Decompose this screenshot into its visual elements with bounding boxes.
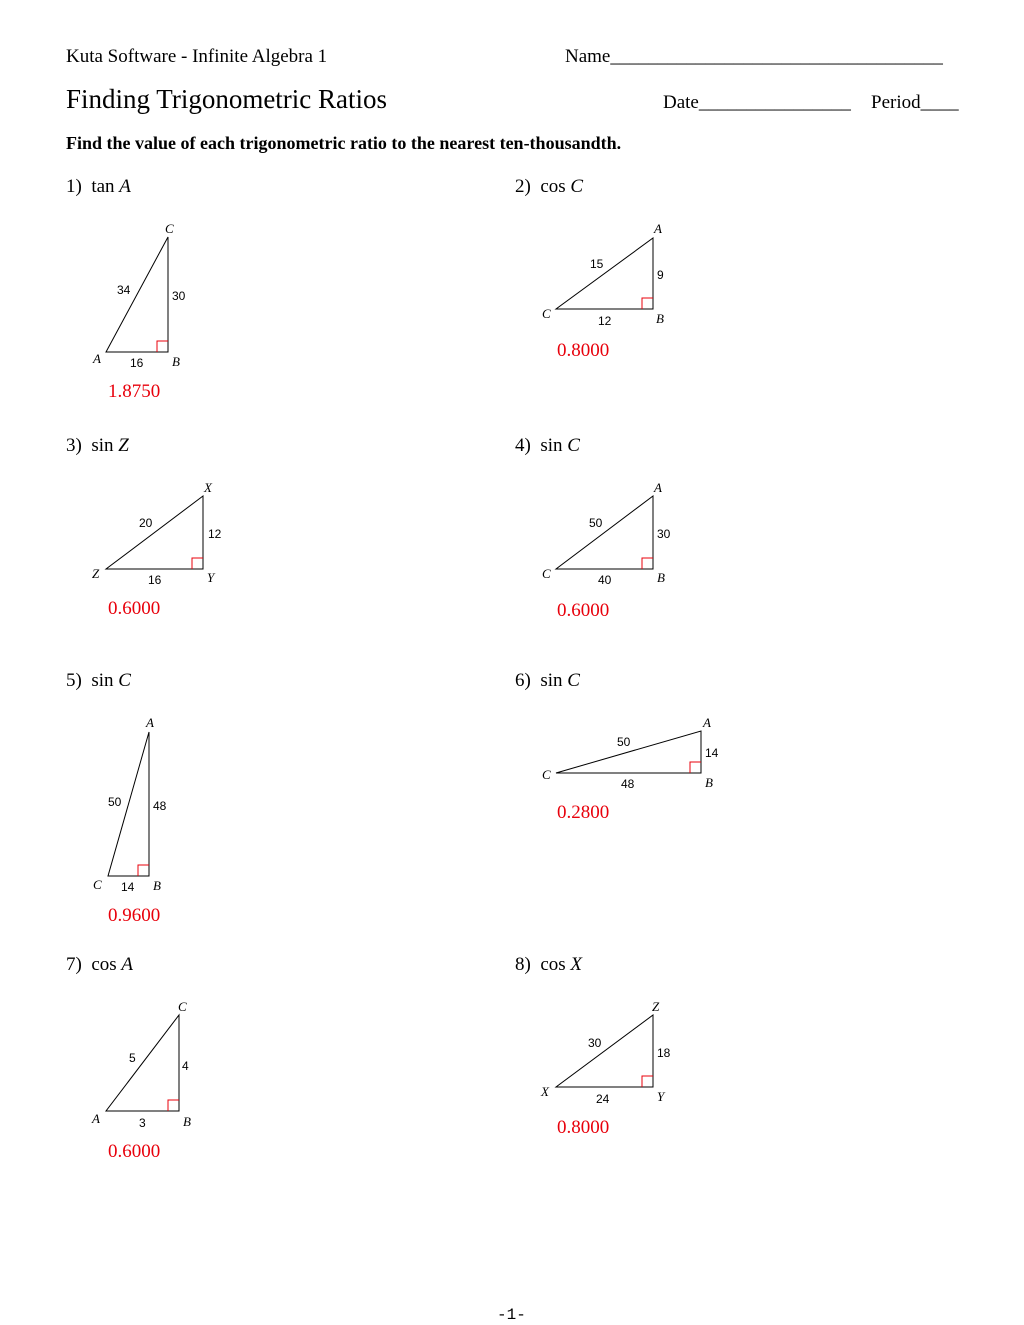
vertex-label: B xyxy=(172,354,180,369)
right-angle-marker xyxy=(138,865,149,876)
vertex-label: B xyxy=(183,1114,191,1129)
side-length-label: 5 xyxy=(129,1051,136,1065)
vertex-label: X xyxy=(204,480,212,495)
worksheet-title: Finding Trigonometric Ratios xyxy=(66,84,388,114)
side-length-label: 48 xyxy=(621,777,635,791)
answer-value: 1.8750 xyxy=(108,381,161,402)
vertex-label: B xyxy=(657,570,665,585)
page-number: -1- xyxy=(497,1306,526,1324)
side-length-label: 30 xyxy=(588,1036,602,1050)
triangle xyxy=(556,1015,653,1087)
instructions: Find the value of each trigonometric ratio to the nearest ten-thousandth. xyxy=(66,133,622,153)
answer-value: 0.6000 xyxy=(108,1141,161,1162)
vertex-label: B xyxy=(705,775,713,790)
answer-value: 0.2800 xyxy=(557,802,610,823)
answer-value: 0.8000 xyxy=(557,340,610,361)
problem-label: 5) sin C xyxy=(66,670,131,691)
vertex-label: A xyxy=(703,715,711,730)
vertex-label: A xyxy=(654,221,662,236)
side-length-label: 24 xyxy=(596,1092,610,1106)
side-length-label: 14 xyxy=(705,746,719,760)
right-angle-marker xyxy=(642,558,653,569)
triangle xyxy=(106,496,203,569)
side-length-label: 14 xyxy=(121,880,135,894)
side-length-label: 18 xyxy=(657,1046,671,1060)
problem-label: 6) sin C xyxy=(515,670,580,691)
problem-label: 1) tan A xyxy=(66,176,131,197)
side-length-label: 3 xyxy=(139,1116,146,1130)
side-length-label: 48 xyxy=(153,799,167,813)
vertex-label: Y xyxy=(207,570,215,585)
problem-label: 3) sin Z xyxy=(66,435,129,456)
right-angle-marker xyxy=(192,558,203,569)
right-angle-marker xyxy=(157,341,168,352)
vertex-label: C xyxy=(542,566,551,581)
vertex-label: C xyxy=(93,877,102,892)
side-length-label: 12 xyxy=(208,527,222,541)
side-length-label: 9 xyxy=(657,268,664,282)
problem-label: 7) cos A xyxy=(66,954,134,975)
vertex-label: A xyxy=(146,715,154,730)
vertex-label: Z xyxy=(652,999,660,1014)
side-length-label: 4 xyxy=(182,1059,189,1073)
answer-value: 0.8000 xyxy=(557,1117,610,1138)
side-length-label: 40 xyxy=(598,573,612,587)
vertex-label: A xyxy=(93,351,101,366)
vertex-label: A xyxy=(92,1111,100,1126)
vertex-label: C xyxy=(165,221,174,236)
vertex-label: C xyxy=(542,767,551,782)
vertex-label: A xyxy=(654,480,662,495)
software-header: Kuta Software - Infinite Algebra 1 xyxy=(66,46,328,67)
side-length-label: 12 xyxy=(598,314,612,328)
side-length-label: 16 xyxy=(148,573,162,587)
side-length-label: 20 xyxy=(139,516,153,530)
problem-label: 8) cos X xyxy=(515,954,583,975)
answer-value: 0.9600 xyxy=(108,905,161,926)
answer-value: 0.6000 xyxy=(108,598,161,619)
problem-label: 4) sin C xyxy=(515,435,580,456)
triangle xyxy=(556,496,653,569)
vertex-label: Z xyxy=(92,566,100,581)
side-length-label: 50 xyxy=(589,516,603,530)
side-length-label: 30 xyxy=(657,527,671,541)
side-length-label: 50 xyxy=(617,735,631,749)
side-length-label: 50 xyxy=(108,795,122,809)
triangle xyxy=(106,237,168,352)
right-angle-marker xyxy=(168,1100,179,1111)
name-field[interactable]: Name___________________________________ xyxy=(565,46,943,67)
answer-value: 0.6000 xyxy=(557,600,610,621)
vertex-label: Y xyxy=(657,1089,665,1104)
triangle xyxy=(556,238,653,309)
side-length-label: 16 xyxy=(130,356,144,370)
side-length-label: 30 xyxy=(172,289,186,303)
vertex-label: C xyxy=(178,999,187,1014)
side-length-label: 34 xyxy=(117,283,131,297)
right-angle-marker xyxy=(690,762,701,773)
triangle xyxy=(106,1015,179,1111)
date-field[interactable]: Date________________ xyxy=(663,92,851,113)
period-field[interactable]: Period____ xyxy=(871,92,959,113)
vertex-label: B xyxy=(153,878,161,893)
vertex-label: B xyxy=(656,311,664,326)
right-angle-marker xyxy=(642,1076,653,1087)
right-angle-marker xyxy=(642,298,653,309)
side-length-label: 15 xyxy=(590,257,604,271)
vertex-label: C xyxy=(542,306,551,321)
problem-label: 2) cos C xyxy=(515,176,584,197)
vertex-label: X xyxy=(541,1084,549,1099)
